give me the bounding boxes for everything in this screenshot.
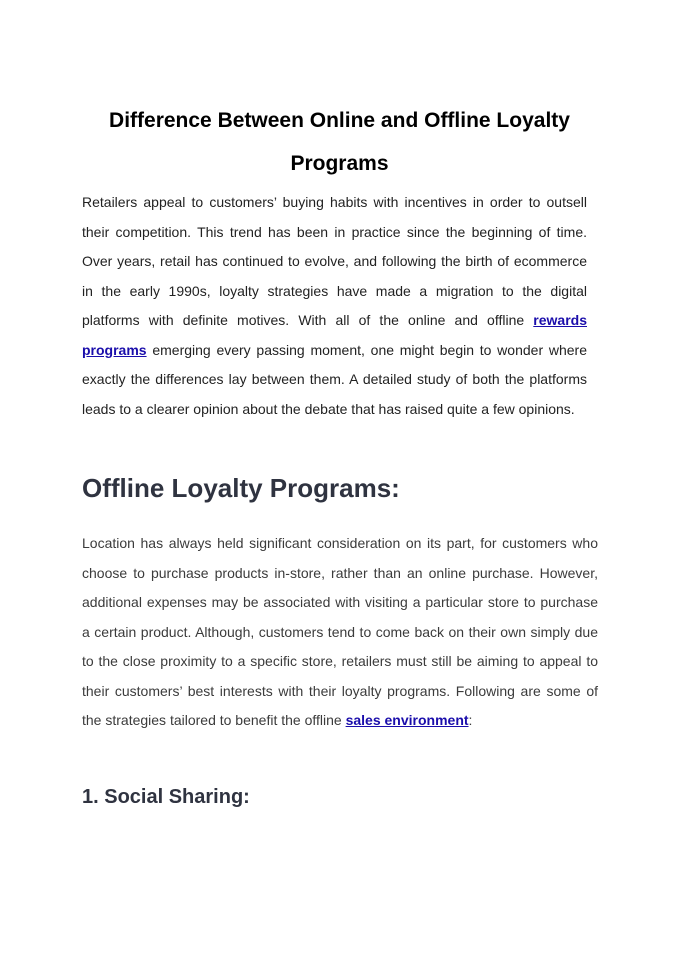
rewards-programs-link[interactable]: rewards programs bbox=[82, 312, 587, 358]
offline-text-end: : bbox=[468, 712, 473, 728]
social-sharing-heading: 1. Social Sharing: bbox=[82, 786, 250, 808]
sales-environment-link[interactable]: sales environment bbox=[345, 712, 469, 728]
intro-text-end: emerging every passing moment, one might begin to wonder where exactly the differences lay between them. A detailed study of both the platforms leads to a clearer opinion about the debate that has raised quite a few opinions. bbox=[82, 341, 587, 417]
intro-text-start: Retailers appeal to customers’ buying habits with incentives in order to outsell their competition. This trend has been in practice since the beginning of time. Over years, retail has continued to evolve, and following the birth of ecommerce in the early 1990s, loyalty strategies have made a migration to the digital platforms with definite motives. With all of the online and offline bbox=[82, 194, 587, 328]
offline-paragraph bbox=[82, 529, 598, 736]
page-title: Difference Between Online and Offline Loyalty Programs bbox=[109, 109, 570, 175]
intro-paragraph bbox=[82, 188, 587, 424]
offline-loyalty-heading: Offline Loyalty Programs: bbox=[82, 473, 400, 503]
offline-text-start: Location has always held significant consideration on its part, for customers who choose to purchase products in-store, rather than an online purchase. However, additional expenses may be associated with visiting a particular store to purchase a certain product. Although, customers tend to come back on their own simply due to the close proximity to a specific store, retailers must still be aiming to appeal to their customers’ best interests with their loyalty programs. Following are some of the strategies tailored to benefit the offline bbox=[82, 535, 598, 728]
